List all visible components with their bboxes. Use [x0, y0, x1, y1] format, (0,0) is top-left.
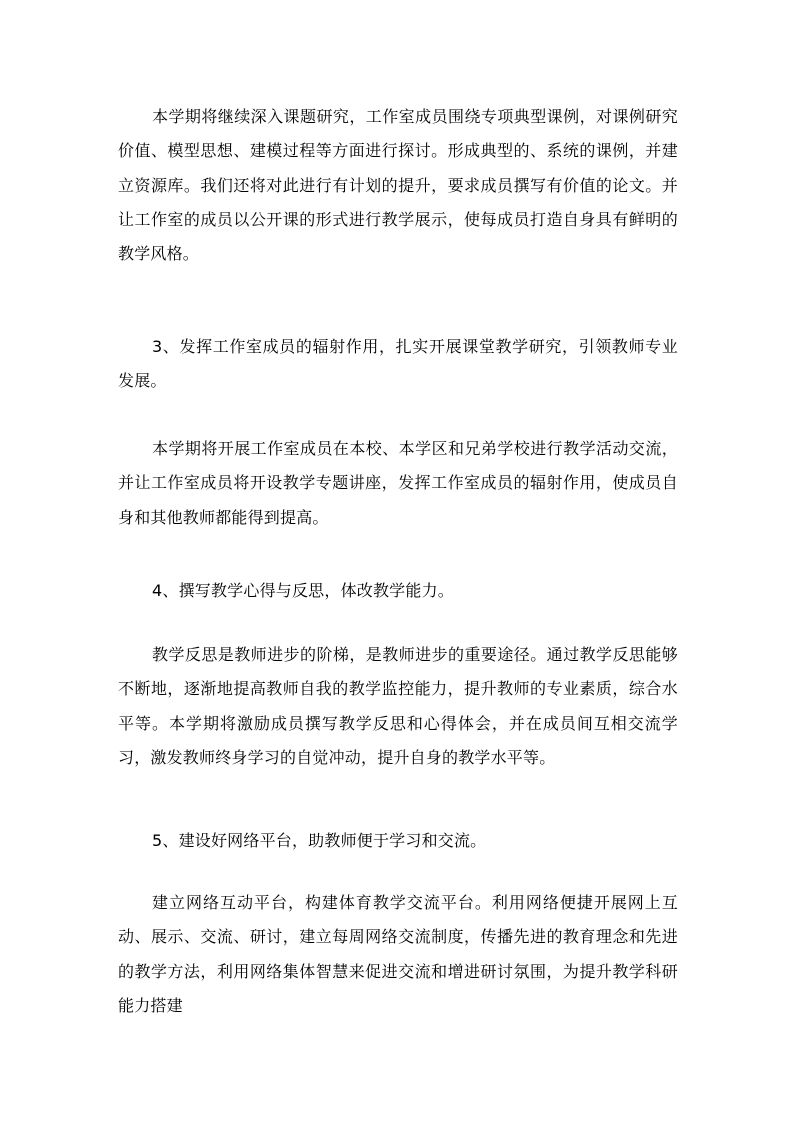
heading-item-4: 4、撰写教学心得与反思，体改教学能力。 — [152, 581, 454, 600]
paragraph-research-plan: 本学期将继续深入课题研究，工作室成员围绕专项典型课例，对课例研究价值、模型思想、建模过程等方面进行探讨。形成典型的、系统的课例，并建立资源库。我们还将对此进行有计划的提升，要求成员撰写有价值的论文。并让工作室的成员以公开课的形式进行教学展示，使每成员打造自身具有鲜明的教学风格。 — [118, 107, 678, 264]
heading-item-3: 3、发挥工作室成员的辐射作用，扎实开展课堂教学研究，引领教师专业发展。 — [118, 337, 678, 391]
paragraph-exchange-activities: 本学期将开展工作室成员在本校、本学区和兄弟学校进行教学活动交流，并让工作室成员将开设教学专题讲座，发挥工作室成员的辐射作用，使成员自身和其他教师都能得到提高。 — [118, 439, 678, 527]
heading-item-5: 5、建设好网络平台，助教师便于学习和交流。 — [152, 831, 487, 850]
paragraph-teaching-reflection: 教学反思是教师进步的阶梯，是教师进步的重要途径。通过教学反思能够不断地，逐渐地提高教师自我的教学监控能力，提升教师的专业素质，综合水平等。本学期将激励成员撰写教学反思和心得体会，并在成员间互相交流学习，激发教师终身学习的自觉冲动，提升自身的教学水平等。 — [118, 645, 678, 767]
paragraph-network-platform: 建立网络互动平台，构建体育教学交流平台。利用网络便捷开展网上互动、展示、交流、研讨，建立每周网络交流制度，传播先进的教育理念和先进的教学方法，利用网络集体智慧来促进交流和增进研讨氛围，为提升教学科研能力搭建 — [118, 893, 678, 1015]
